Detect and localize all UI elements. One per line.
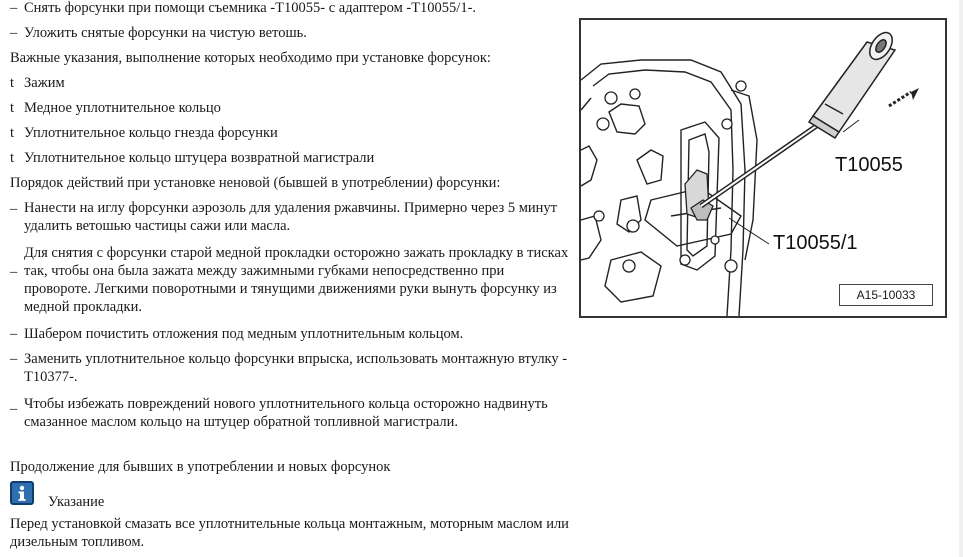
list-item bbox=[10, 74, 65, 92]
list-item-text: Для снятия с форсунки старой медной прокладки осторожно зажать прокладку в тисках так, чтобы она была зажата между зажимными губками непосредственно при провороте. Легкими поворотными и тянущими движениями руки вынуть форсунку из медной прокладки. bbox=[24, 245, 569, 315]
dash-marker: – bbox=[10, 0, 18, 16]
paragraph: Важные указания, выполнение которых необходимо при установке форсунок: bbox=[10, 50, 491, 66]
list-item-text: Заменить уплотнительное кольцо форсунки впрыска, использовать монтажную втулку -T10377-. bbox=[24, 351, 568, 385]
paragraph: Порядок действий при установке неновой (бывшей в употреблении) форсунки: bbox=[10, 175, 501, 191]
note-text: Перед установкой смазать все уплотнительные кольца монтажным, моторным маслом или дизельным топливом. bbox=[10, 516, 569, 550]
tool-label: T10055 bbox=[835, 154, 903, 176]
note-title: Указание bbox=[48, 494, 105, 510]
info-icon bbox=[10, 481, 34, 505]
figure-reference: A15-10033 bbox=[839, 284, 933, 306]
list-item-text: Снять форсунки при помощи съемника -T10055- с адаптером -T10055/1-. bbox=[24, 0, 477, 16]
list-item-text: Уплотнительное кольцо гнезда форсунки bbox=[24, 125, 278, 141]
dash-marker: – bbox=[10, 351, 18, 367]
dash-marker: – bbox=[10, 326, 18, 342]
list-item-text: Уплотнительное кольцо штуцера возвратной магистрали bbox=[24, 150, 375, 166]
dash-marker: – bbox=[10, 25, 18, 41]
technical-illustration bbox=[579, 18, 947, 318]
list-item-text: Шабером почистить отложения под медным уплотнительным кольцом. bbox=[24, 326, 464, 342]
list-item-text: Медное уплотнительное кольцо bbox=[24, 100, 221, 116]
list-item-text: Нанести на иглу форсунки аэрозоль для удаления ржавчины. Примерно через 5 минут удалить ветошью частицы сажи или масла. bbox=[24, 200, 557, 234]
dash-marker: – bbox=[10, 201, 18, 217]
list-item bbox=[10, 99, 221, 117]
scrollbar[interactable] bbox=[959, 0, 963, 557]
dash-marker: – bbox=[10, 401, 18, 417]
dash-marker: – bbox=[10, 264, 18, 280]
paragraph: Продолжение для бывших в употреблении и новых форсунок bbox=[10, 459, 391, 475]
t-marker: t bbox=[10, 75, 15, 91]
list-item bbox=[10, 0, 476, 17]
adapter-label: T10055/1 bbox=[773, 232, 858, 254]
list-item bbox=[10, 24, 307, 42]
list-item bbox=[10, 149, 374, 167]
t-marker: t bbox=[10, 100, 15, 116]
list-item-text: Уложить снятые форсунки на чистую ветошь. bbox=[24, 25, 307, 41]
t-marker: t bbox=[10, 150, 15, 166]
list-item-text: Чтобы избежать повреждений нового уплотнительного кольца осторожно надвинуть смазанное маслом кольцо на штуцер обратной топливной магистрали. bbox=[24, 396, 548, 430]
list-item-text: Зажим bbox=[24, 75, 65, 91]
list-item bbox=[10, 124, 278, 142]
t-marker: t bbox=[10, 125, 15, 141]
